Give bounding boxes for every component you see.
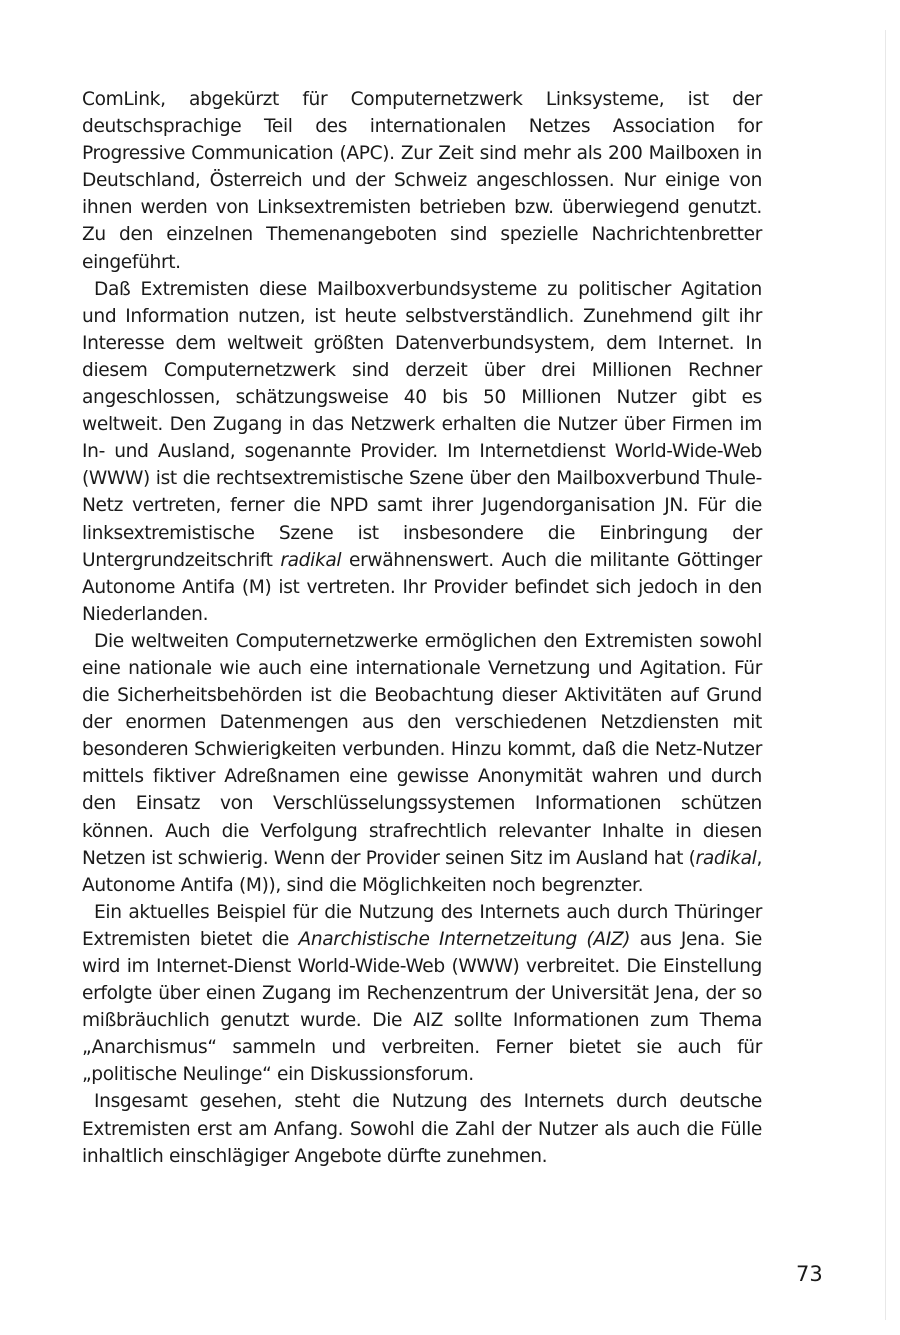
paragraph-comlink — [82, 86, 762, 276]
paragraph-text: erwähnenswert. Auch die militante Göttinger Autonome Antifa (M) ist vertreten. Ihr Provider befindet sich jedoch in den Niederlanden. — [82, 549, 762, 625]
emphasis-radikal: radikal — [280, 549, 342, 571]
paragraph-text: ComLink, abgekürzt für Computernetzwerk Linksysteme, ist der deutschsprachige Teil des internationalen Netzes Association for Progressive Communication (APC). Zur Zeit sind mehr als 200 Mailboxen in Deutschland, Österreich und der Schweiz angeschlossen. Nur einige von ihnen werden von Linksextremisten betrieben bzw. überwiegend genutzt. Zu den einzelnen Themenangeboten sind spezielle Nachrichtenbretter eingeführt. — [82, 89, 762, 273]
paragraph-aiz-example — [82, 899, 762, 1089]
emphasis-radikal: radikal — [695, 847, 757, 869]
paragraph-mailbox-internet — [82, 276, 762, 628]
paragraph-networks — [82, 628, 762, 899]
page-edge-shadow — [885, 30, 886, 1320]
page-number: 73 — [796, 1262, 823, 1286]
paragraph-text: Die weltweiten Computernetzwerke ermöglichen den Extremisten sowohl eine nationale wie auch eine internationale Vernetzung und Agitation. Für die Sicherheitsbehörden ist die Beobachtung dieser Aktivitäten auf Grund der enormen Datenmengen aus den verschiedenen Netzdiensten mit besonderen Schwierigkeiten verbunden. Hinzu kommt, daß die Netz-Nutzer mittels fiktiver Adreßnamen eine gewisse Anonymität wahren und durch den Einsatz von Verschlüsselungssystemen Informationen schützen können. Auch die Verfolgung strafrechtlich relevanter Inhalte in diesen Netzen ist schwierig. Wenn der Provider seinen Sitz im Ausland hat ( — [82, 630, 762, 869]
paragraph-text: , Autonome Antifa (M)), sind die Möglichkeiten noch begrenzter. — [82, 847, 762, 896]
emphasis-aiz: Anarchistische Internetzeitung (AIZ) — [298, 928, 631, 950]
paragraph-conclusion — [82, 1088, 762, 1169]
paragraph-text: Insgesamt gesehen, steht die Nutzung des Internets durch deutsche Extremisten erst am Anfang. Sowohl die Zahl der Nutzer als auch die Fülle inhaltlich einschlägiger Angebote dürfte zunehmen. — [82, 1091, 762, 1167]
body-text — [82, 86, 762, 1170]
paragraph-text: aus Jena. Sie wird im Internet-Dienst World-Wide-Web (WWW) verbreitet. Die Einstellung erfolgte über einen Zugang im Rechenzentrum der Universität Jena, der so mißbräuchlich genutzt wurde. Die AIZ sollte Informationen zum Thema „Anarchismus“ sammeln und verbreiten. Ferner bietet sie auch für „politische Neulinge“ ein Diskussionsforum. — [82, 928, 762, 1086]
paragraph-text: Daß Extremisten diese Mailboxverbundsysteme zu politischer Agitation und Information nutzen, ist heute selbstverständlich. Zunehmend gilt ihr Interesse dem weltweit größten Datenverbundsystem, dem Internet. In diesem Computernetzwerk sind derzeit über drei Millionen Rechner angeschlossen, schätzungsweise 40 bis 50 Millionen Nutzer gibt es weltweit. Den Zugang in das Netzwerk erhalten die Nutzer über Firmen im In- und Ausland, sogenannte Provider. Im Internetdienst World-Wide-Web (WWW) ist die rechtsextremistische Szene über den Mailboxverbund Thule-Netz vertreten, ferner die NPD samt ihrer Jugendorganisation JN. Für die linksextremistische Szene ist insbesondere die Einbringung der Untergrundzeitschrift — [82, 278, 762, 571]
paragraph-text: Ein aktuelles Beispiel für die Nutzung des Internets auch durch Thüringer Extremisten bietet die — [82, 901, 762, 950]
